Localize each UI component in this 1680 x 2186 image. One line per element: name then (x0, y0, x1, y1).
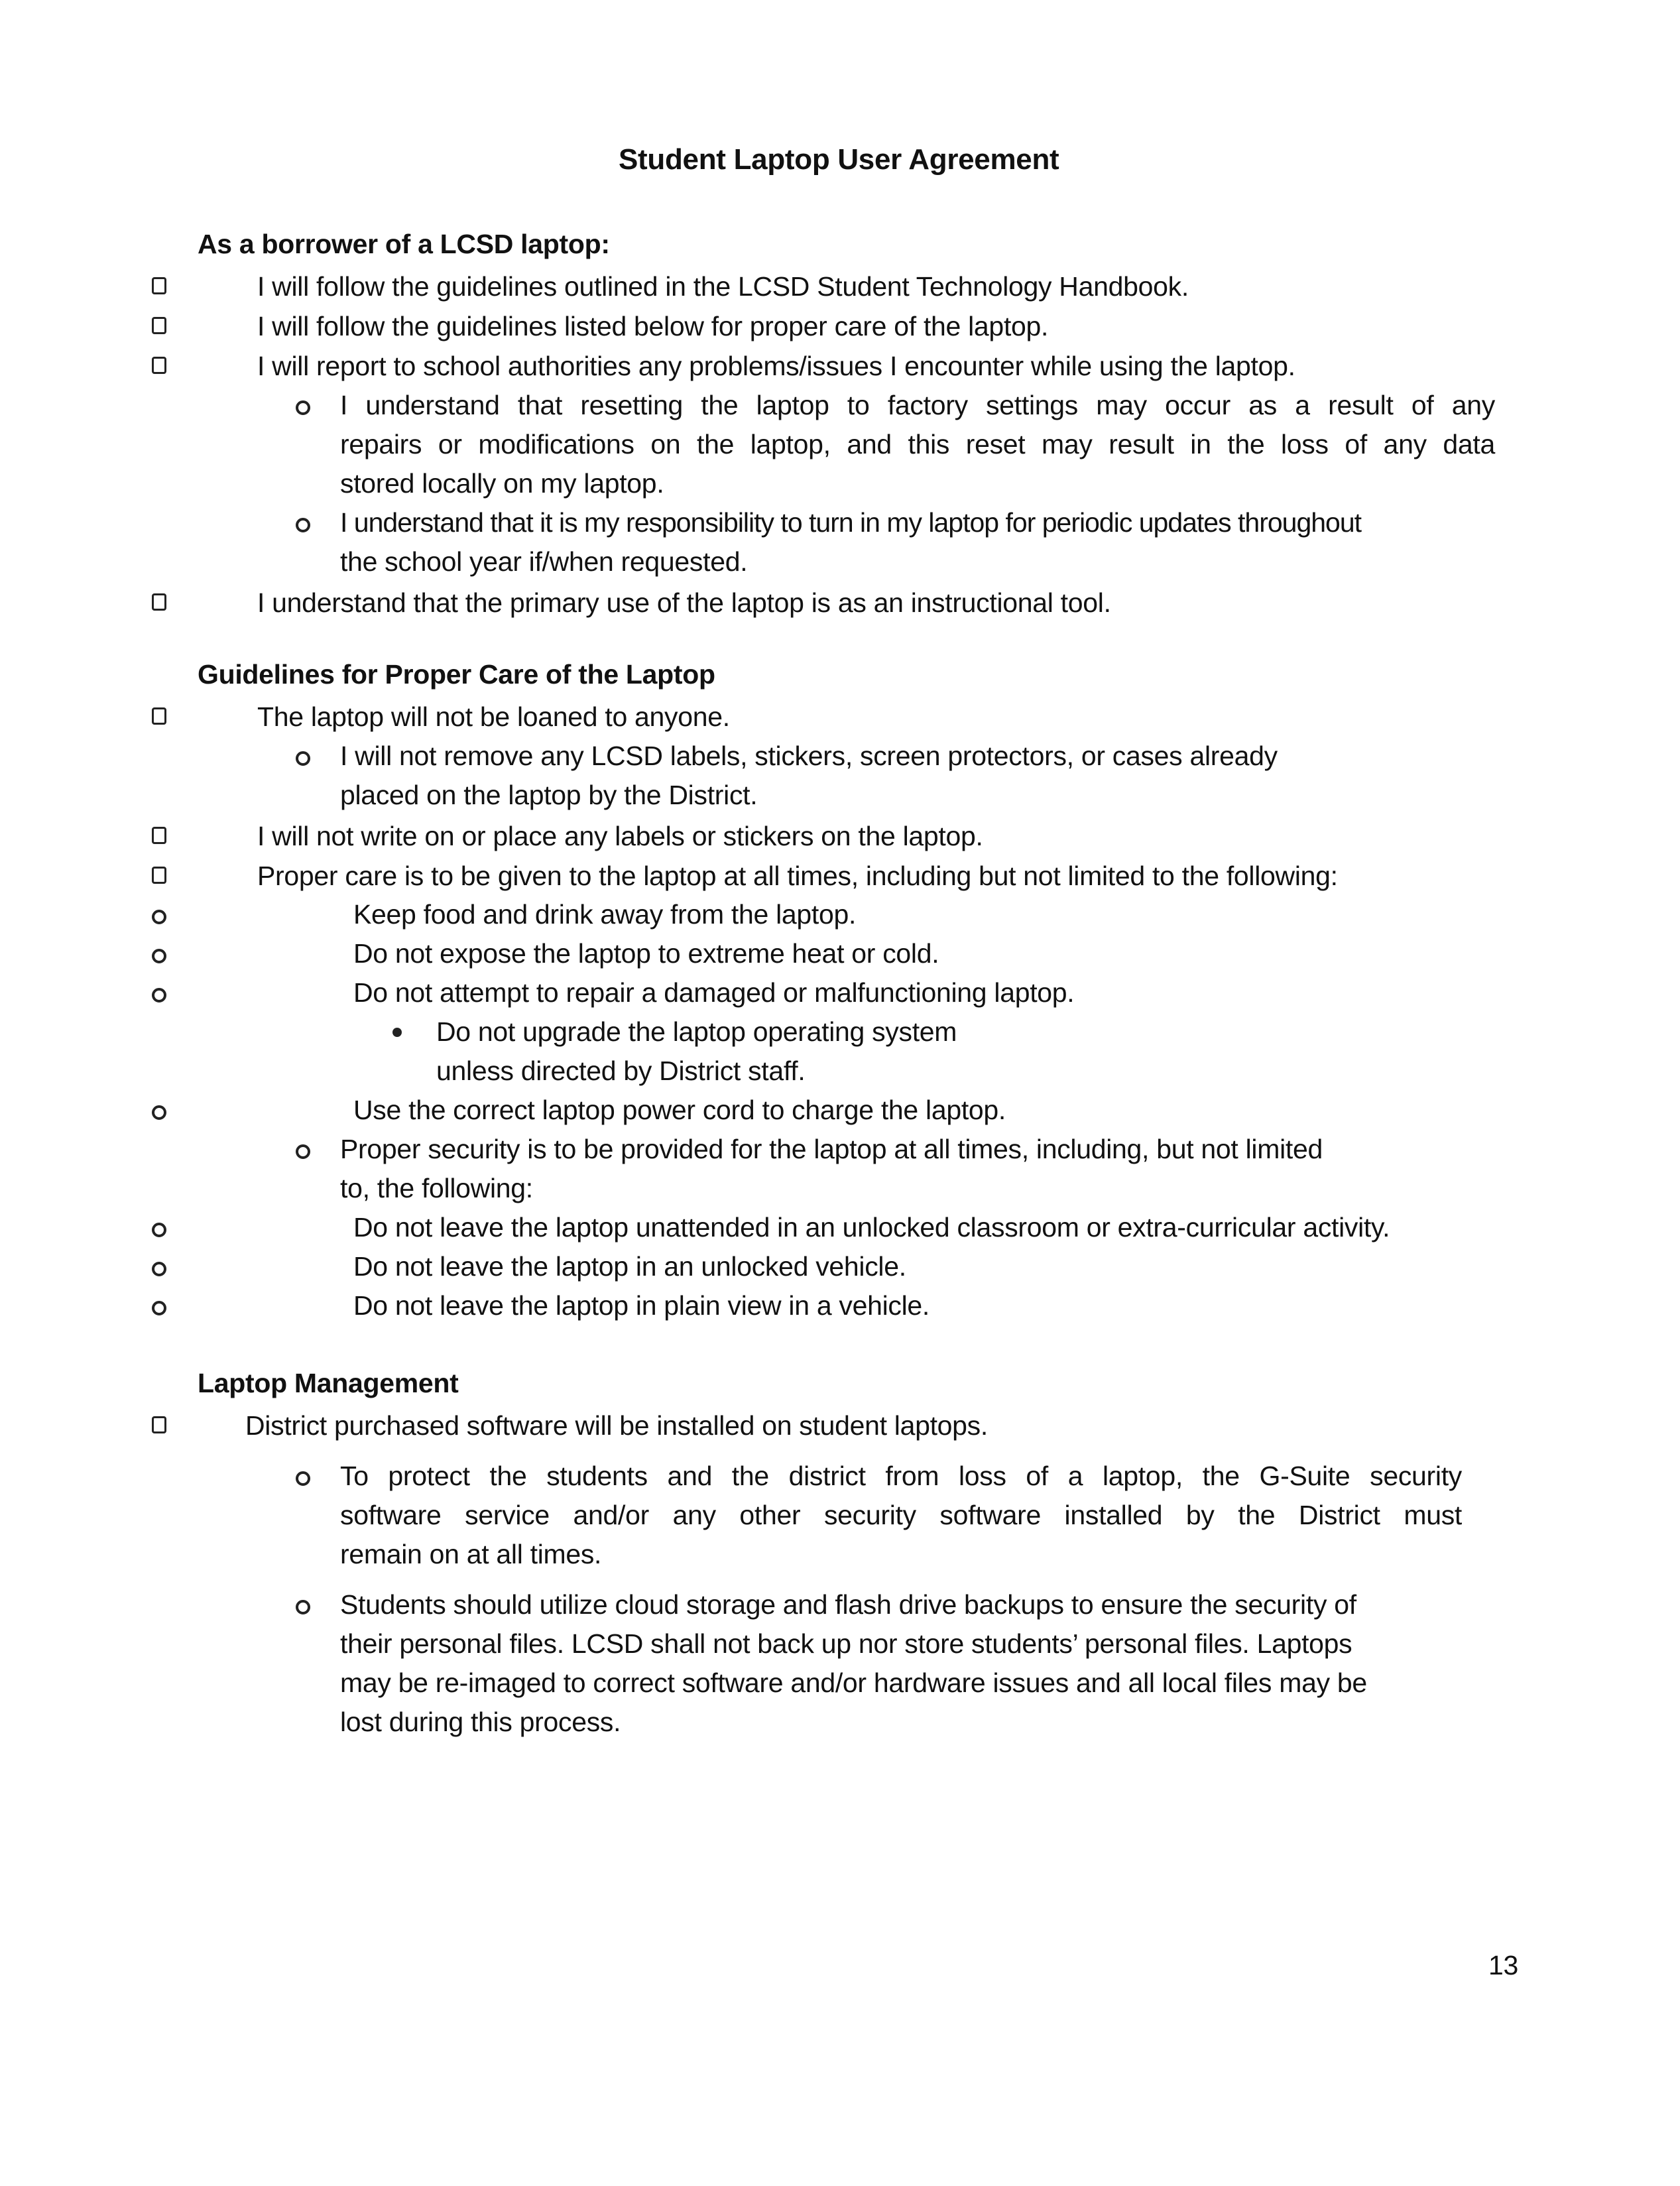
circle-bullet-icon (296, 751, 310, 766)
sub-item-line: I understand that resetting the laptop to factory settings may occur as a result of any (340, 390, 1495, 420)
checkbox-icon (152, 593, 166, 611)
checkbox-icon (152, 707, 166, 725)
agreement-item: The laptop will not be loaned to anyone. (257, 701, 730, 732)
care-item: Do not attempt to repair a damaged or malfunctioning laptop. (353, 977, 1075, 1008)
sub-item-line: repairs or modifications on the laptop, and this reset may result in the loss of any data (340, 429, 1495, 459)
care-item: Use the correct laptop power cord to charge the laptop. (353, 1095, 1006, 1125)
bullet-item-line: unless directed by District staff. (436, 1056, 806, 1086)
circle-bullet-icon (152, 1262, 166, 1276)
page-number: 13 (1488, 1950, 1519, 1980)
sub-item-line: To protect the students and the district from loss of a laptop, the G-Suite security (340, 1461, 1462, 1491)
care-item: Keep food and drink away from the laptop. (353, 899, 857, 930)
sub-item-line: their personal files. LCSD shall not back up nor store students’ personal files. Laptops (340, 1628, 1352, 1659)
sub-item-line: remain on at all times. (340, 1539, 602, 1569)
circle-bullet-icon (152, 949, 166, 963)
checkbox-icon (152, 277, 166, 294)
section-heading-care: Guidelines for Proper Care of the Laptop (198, 659, 715, 690)
section-heading-borrower: As a borrower of a LCSD laptop: (198, 229, 610, 259)
care-item: Do not expose the laptop to extreme heat or cold. (353, 938, 939, 969)
sub-item-line: the school year if/when requested. (340, 546, 748, 577)
sub-item-line: I understand that it is my responsibility to turn in my laptop for periodic updates throughout (340, 507, 1362, 538)
sub-item-line: Students should utilize cloud storage and flash drive backups to ensure the security of (340, 1589, 1356, 1620)
sub-item-line: stored locally on my laptop. (340, 468, 664, 499)
checkbox-icon (152, 867, 166, 884)
checkbox-icon (152, 1416, 166, 1433)
bullet-item-line: Do not upgrade the laptop operating system (436, 1016, 957, 1047)
agreement-item: I will report to school authorities any problems/issues I encounter while using the laptop. (257, 351, 1295, 381)
agreement-item: I will follow the guidelines listed below for proper care of the laptop. (257, 311, 1049, 341)
checkbox-icon (152, 827, 166, 844)
page-title: Student Laptop User Agreement (619, 143, 1059, 176)
sub-item-line: may be re-imaged to correct software and/or hardware issues and all local files may be (340, 1668, 1367, 1698)
security-item: Do not leave the laptop unattended in an unlocked classroom or extra-curricular activity. (353, 1212, 1390, 1243)
circle-bullet-icon (152, 1301, 166, 1315)
security-item: Do not leave the laptop in an unlocked vehicle. (353, 1251, 906, 1282)
sub-item-line: Proper security is to be provided for the laptop at all times, including, but not limited (340, 1134, 1323, 1164)
checkbox-icon (152, 357, 166, 374)
security-item: Do not leave the laptop in plain view in a vehicle. (353, 1290, 930, 1321)
circle-bullet-icon (296, 400, 310, 415)
circle-bullet-icon (296, 518, 310, 532)
agreement-item: I will not write on or place any labels or stickers on the laptop. (257, 821, 983, 851)
agreement-item: Proper care is to be given to the laptop at all times, including but not limited to the following: (257, 861, 1338, 891)
square-bullet-icon (392, 1028, 402, 1037)
circle-bullet-icon (296, 1600, 310, 1614)
sub-item-line: lost during this process. (340, 1707, 621, 1737)
checkbox-icon (152, 317, 166, 334)
circle-bullet-icon (152, 910, 166, 924)
sub-item-line: software service and/or any other security software installed by the District must (340, 1500, 1462, 1530)
circle-bullet-icon (296, 1471, 310, 1486)
agreement-item: I understand that the primary use of the laptop is as an instructional tool. (257, 587, 1111, 618)
circle-bullet-icon (152, 988, 166, 1002)
circle-bullet-icon (296, 1144, 310, 1159)
section-heading-management: Laptop Management (198, 1368, 459, 1398)
circle-bullet-icon (152, 1105, 166, 1120)
agreement-item: District purchased software will be installed on student laptops. (245, 1410, 988, 1441)
sub-item-line: to, the following: (340, 1173, 533, 1203)
sub-item-line: I will not remove any LCSD labels, stickers, screen protectors, or cases already (340, 741, 1278, 771)
agreement-item: I will follow the guidelines outlined in the LCSD Student Technology Handbook. (257, 271, 1189, 302)
circle-bullet-icon (152, 1223, 166, 1237)
sub-item-line: placed on the laptop by the District. (340, 780, 758, 810)
